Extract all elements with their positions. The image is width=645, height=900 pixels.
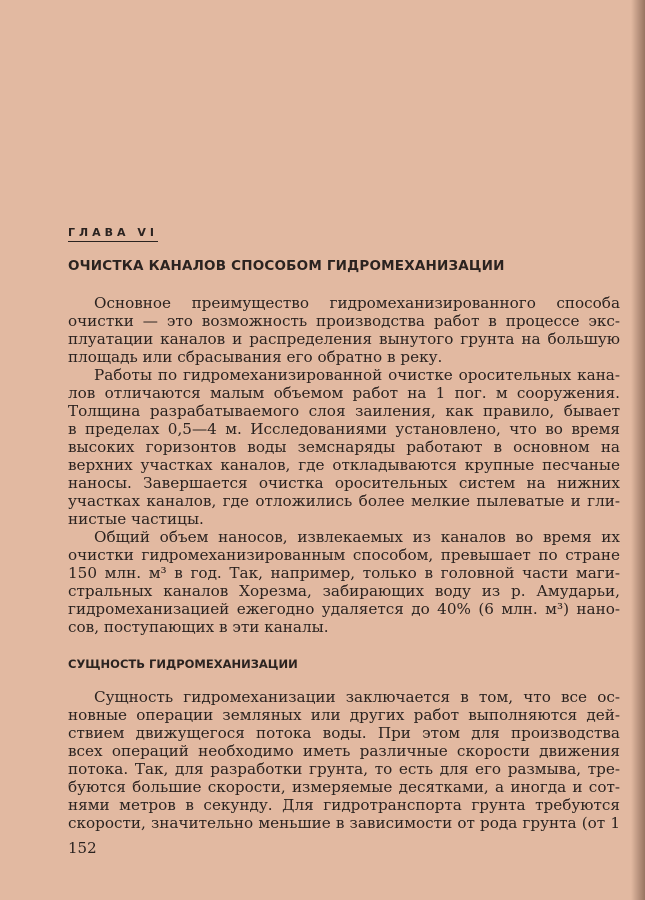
text-line: Общий объем наносов, извлекаемых из каналов во время их xyxy=(94,528,620,546)
text-line: Сущность гидромеханизации заключается в том, что все ос- xyxy=(94,688,620,706)
text-line: площадь или сбрасывания его обратно в реку. xyxy=(68,348,443,366)
text-line: новные операции земляных или других работ выполняются дей- xyxy=(68,706,620,724)
text-line: участках каналов, где отложились более мелкие пылеватые и гли- xyxy=(68,492,620,510)
text-line: очистки — это возможность производства работ в процессе экс- xyxy=(68,312,620,330)
text-line: верхних участках каналов, где откладываются крупные песчаные xyxy=(68,456,620,474)
text-line: скорости, значительно меньшие в зависимости от рода грунта (от 1 xyxy=(68,814,620,832)
chapter-title: ОЧИСТКА КАНАЛОВ СПОСОБОМ ГИДРОМЕХАНИЗАЦИИ xyxy=(68,258,505,274)
text-line: Толщина разрабатываемого слоя заиления, как правило, бывает xyxy=(68,402,620,420)
text-line: ствием движущегося потока воды. При этом для производства xyxy=(68,724,620,742)
page-edge-shadow xyxy=(631,0,645,900)
text-line: Работы по гидромеханизированной очистке оросительных кана- xyxy=(94,366,620,384)
text-line: нистые частицы. xyxy=(68,510,204,528)
paragraph-volume xyxy=(68,528,620,636)
text-line: нями метров в секунду. Для гидротранспорта грунта требуются xyxy=(68,796,620,814)
text-line: буются большие скорости, измеряемые десятками, а иногда и сот- xyxy=(68,778,620,796)
section-title: СУЩНОСТЬ ГИДРОМЕХАНИЗАЦИИ xyxy=(68,657,298,671)
text-line: Основное преимущество гидромеханизированного способа xyxy=(94,294,620,312)
text-line: высоких горизонтов воды земснаряды работают в основном на xyxy=(68,438,620,456)
text-line: в пределах 0,5—4 м. Исследованиями установлено, что во время xyxy=(68,420,620,438)
text-line: сов, поступающих в эти каналы. xyxy=(68,618,329,636)
text-line: стральных каналов Хорезма, забирающих воду из р. Амударьи, xyxy=(68,582,620,600)
paragraph-essence xyxy=(68,688,620,832)
text-line: плуатации каналов и распределения вынутого грунта на большую xyxy=(68,330,620,348)
paragraph-advantage xyxy=(68,294,620,366)
text-line: наносы. Завершается очистка оросительных систем на нижних xyxy=(68,474,620,492)
paragraph-works xyxy=(68,366,620,528)
page-number: 152 xyxy=(68,839,97,857)
text-line: очистки гидромеханизированным способом, превышает по стране xyxy=(68,546,620,564)
text-line: гидромеханизацией ежегодно удаляется до 40% (6 млн. м³) нано- xyxy=(68,600,620,618)
text-line: потока. Так, для разработки грунта, то есть для его размыва, тре- xyxy=(68,760,620,778)
text-line: всех операций необходимо иметь различные скорости движения xyxy=(68,742,620,760)
chapter-label: ГЛАВА VI xyxy=(68,226,158,242)
text-line: 150 млн. м³ в год. Так, например, только в головной части маги- xyxy=(68,564,620,582)
text-line: лов отличаются малым объемом работ на 1 пог. м сооружения. xyxy=(68,384,620,402)
